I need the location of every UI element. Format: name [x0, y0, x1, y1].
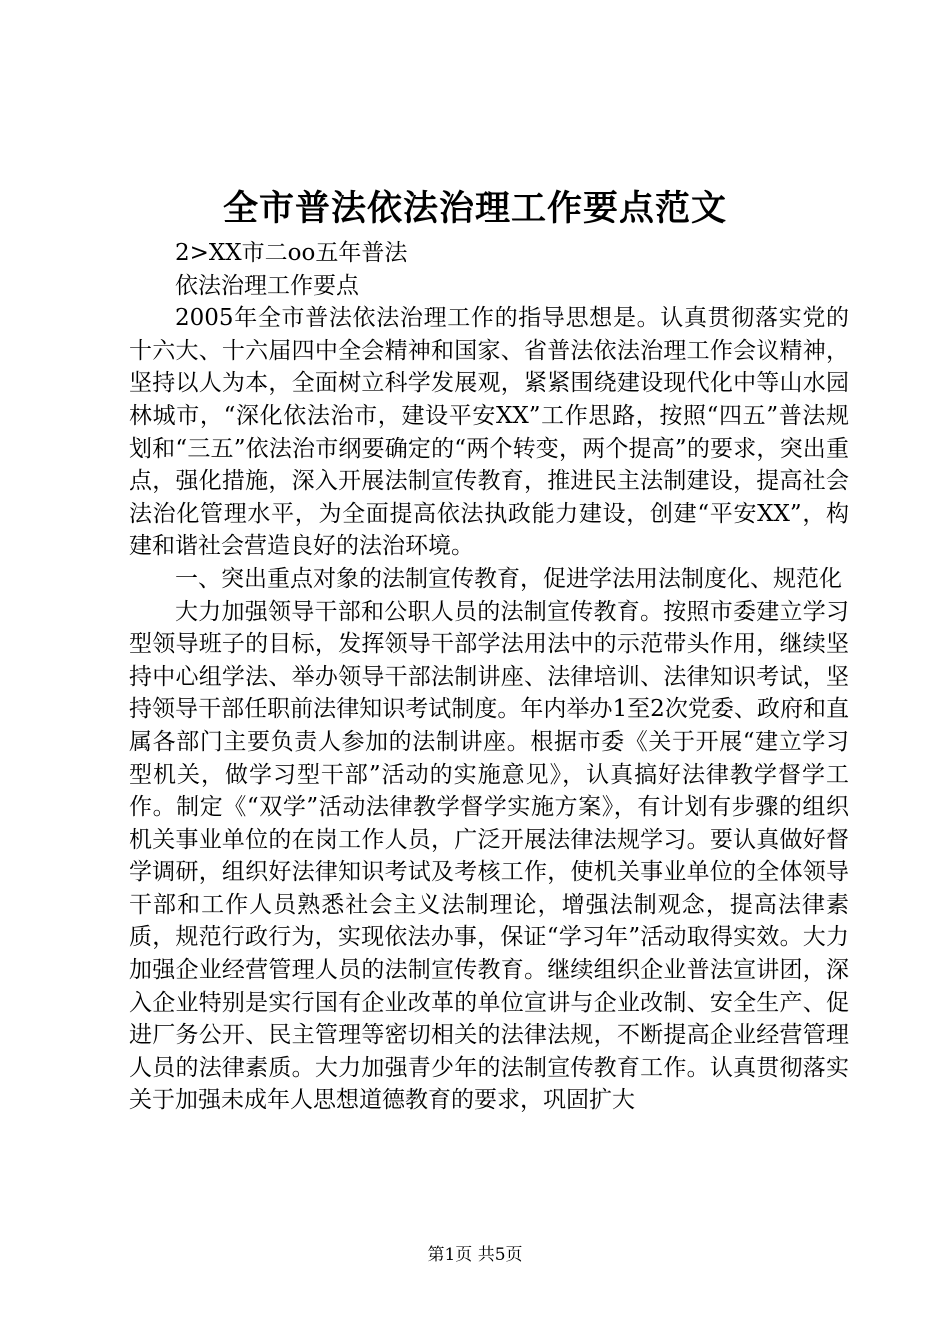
subtitle-line-1: 2>XX市二oo五年普法 [175, 240, 408, 266]
paragraph-guiding-thought: 2005年全市普法依法治理工作的指导思想是。认真贯彻落实党的十六大、十六届四中全会精神和国家、省普法依法治理工作会议精神，坚持以人为本，全面树立科学发展观，紧紧围绕建设现代化中等山水园林城市，“深化依法治市，建设平安XX”工作思路，按照“四五”普法规划和“三五”依法治市纲要确定的“两个转变，两个提高”的要求，突出重点，强化措施，深入开展法制宣传教育，推进民主法制建设，提高社会法治化管理水平，为全面提高依法执政能力建设，创建“平安XX”，构建和谐社会营造良好的法治环境。 [129, 305, 849, 560]
section-heading-1: 一、突出重点对象的法制宣传教育，促进学法用法制度化、规范化 [175, 565, 842, 592]
page-number-footer: 第1页 共5页 [427, 1245, 523, 1265]
paragraph-section-1: 大力加强领导干部和公职人员的法制宣传教育。按照市委建立学习型领导班子的目标，发挥领导干部学法用法中的示范带头作用，继续坚持中心组学法、举办领导干部法制讲座、法律培训、法律知识考试，坚持领导干部任职前法律知识考试制度。年内举办1至2次党委、政府和直属各部门主要负责人参加的法制讲座。根据市委《关于开展“建立学习型机关，做学习型干部”活动的实施意见》，认真搞好法律教学督学工作。制定《“双学”活动法律教学督学实施方案》，有计划有步骤的组织机关事业单位的在岗工作人员，广泛开展法律法规学习。要认真做好督学调研，组织好法律知识考试及考核工作，使机关事业单位的全体领导干部和工作人员熟悉社会主义法制理论，增强法制观念，提高法律素质，规范行政行为，实现依法办事，保证“学习年”活动取得实效。大力加强企业经营管理人员的法制宣传教育。继续组织企业普法宣讲团，深入企业特别是实行国有企业改革的单位宣讲与企业改制、安全生产、促进厂务公开、民主管理等密切相关的法律法规，不断提高企业经营管理人员的法律素质。大力加强青少年的法制宣传教育工作。认真贯彻落实关于加强未成年人思想道德教育的要求，巩固扩大 [129, 598, 849, 1114]
document-title: 全市普法依法治理工作要点范文 [222, 188, 727, 229]
subtitle-line-2: 依法治理工作要点 [175, 272, 359, 299]
document-body [129, 237, 849, 1117]
